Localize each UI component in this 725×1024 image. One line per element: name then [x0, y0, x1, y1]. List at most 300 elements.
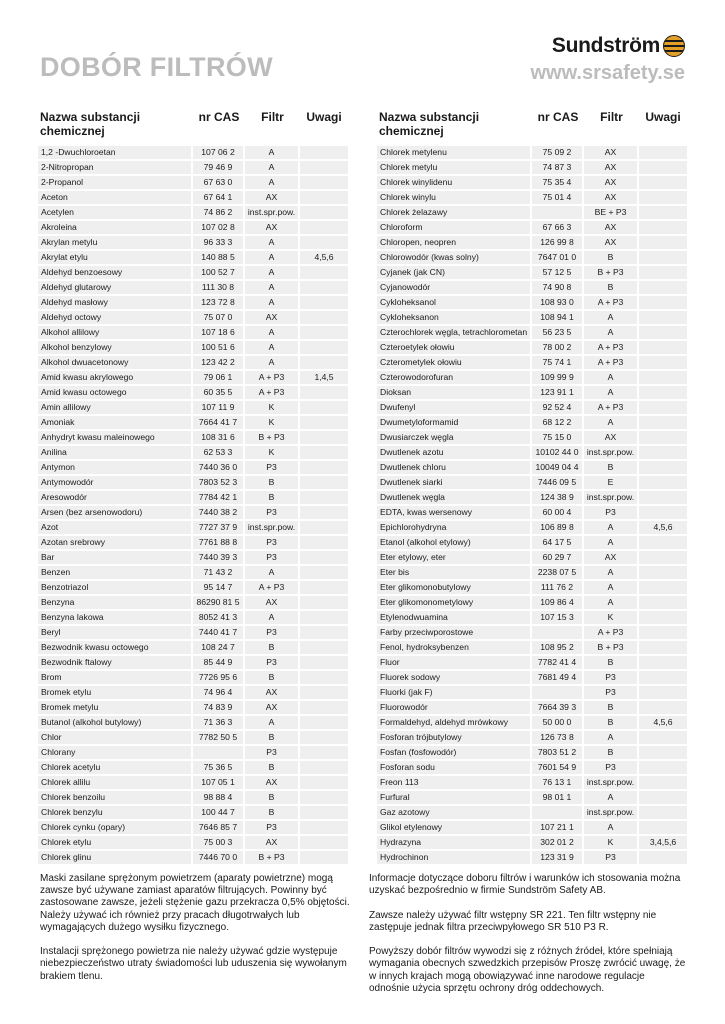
cell-substance: Glikol etylenowy: [377, 821, 532, 834]
cell-notes: [300, 491, 348, 504]
cell-substance: Freon 113: [377, 776, 532, 789]
table-row: [38, 146, 348, 159]
cell-substance: Czterowodorofuran: [377, 371, 532, 384]
note-paragraph: Powyższy dobór filtrów wywodzi się z różnych źródeł, które spełniają wymagania obecnych szwedzkich przepisów Proszę zwrócić uwagę, że w innych krajach mogą obowiązywać inne narodowe regulacje odnośnie użycia sprzętu ochrony dróg oddechowych.: [369, 946, 686, 994]
cell-notes: [300, 566, 348, 579]
table-row: [38, 626, 348, 639]
cell-filter: B + P3: [584, 641, 639, 654]
cell-cas: 107 05 1: [193, 776, 245, 789]
cell-filter: B: [245, 476, 300, 489]
cell-cas: 7726 95 6: [193, 671, 245, 684]
cell-filter: B: [245, 761, 300, 774]
cell-cas: 68 12 2: [532, 416, 584, 429]
table-row: [377, 281, 687, 294]
column-header-filter: Filtr: [600, 110, 623, 124]
cell-notes: 4,5,6: [639, 716, 687, 729]
cell-filter: AX: [584, 176, 639, 189]
cell-substance: Epichlorohydryna: [377, 521, 532, 534]
table-row: [38, 806, 348, 819]
table-row: [377, 551, 687, 564]
cell-filter: A: [584, 596, 639, 609]
cell-notes: [300, 626, 348, 639]
table-row: [377, 596, 687, 609]
cell-cas: 123 42 2: [193, 356, 245, 369]
cell-cas: 8052 41 3: [193, 611, 245, 624]
table-row: [38, 491, 348, 504]
table-row: [38, 641, 348, 654]
cell-filter: AX: [245, 221, 300, 234]
page-title: DOBÓR FILTRÓW: [40, 52, 273, 82]
cell-filter: K: [245, 416, 300, 429]
table-row: [38, 251, 348, 264]
table-row: [377, 521, 687, 534]
cell-substance: Chlor: [38, 731, 193, 744]
table-row: [38, 701, 348, 714]
cell-notes: [639, 851, 687, 864]
cell-notes: 4,5,6: [639, 521, 687, 534]
cell-substance: Bromek etylu: [38, 686, 193, 699]
cell-notes: [300, 686, 348, 699]
table-row: [38, 296, 348, 309]
cell-cas: 109 86 4: [532, 596, 584, 609]
cell-notes: [300, 701, 348, 714]
table-header-row: [38, 110, 348, 144]
cell-substance: Aldehyd masłowy: [38, 296, 193, 309]
cell-filter: A + P3: [245, 581, 300, 594]
cell-notes: [639, 731, 687, 744]
table-row: [377, 236, 687, 249]
cell-notes: [639, 341, 687, 354]
cell-substance: Etanol (alkohol etylowy): [377, 536, 532, 549]
cell-filter: B + P3: [584, 266, 639, 279]
cell-cas: 111 76 2: [532, 581, 584, 594]
table-row: [377, 581, 687, 594]
cell-cas: 302 01 2: [532, 836, 584, 849]
cell-notes: [639, 476, 687, 489]
cell-cas: 107 15 3: [532, 611, 584, 624]
cell-filter: AX: [584, 431, 639, 444]
cell-cas: 67 66 3: [532, 221, 584, 234]
cell-notes: [639, 416, 687, 429]
cell-filter: A: [584, 386, 639, 399]
cell-filter: A: [584, 731, 639, 744]
cell-notes: [639, 371, 687, 384]
cell-substance: Eter glikomonometylowy: [377, 596, 532, 609]
cell-substance: Benzyna: [38, 596, 193, 609]
cell-substance: Brom: [38, 671, 193, 684]
cell-notes: [300, 356, 348, 369]
cell-filter: B: [245, 731, 300, 744]
column-header-name: Nazwa substancji chemicznej: [379, 110, 480, 138]
table-row: [377, 491, 687, 504]
cell-filter: P3: [245, 536, 300, 549]
brand-logo: [552, 34, 685, 58]
cell-substance: Aceton: [38, 191, 193, 204]
cell-substance: Czteroetylek ołowiu: [377, 341, 532, 354]
cell-cas: 71 36 3: [193, 716, 245, 729]
cell-filter: K: [245, 446, 300, 459]
cell-notes: [300, 746, 348, 759]
cell-notes: [300, 836, 348, 849]
note-paragraph: Maski zasilane sprężonym powietrzem (aparaty powietrzne) mogą zawsze być używane zamiast aparatów filtrujących. Powinny być zastosowane zawsze, jeżeli stężenie gazu przekracza 0,5% objętości. Należy używać ich również przy pracach długotrwałych lub wymagających dużego wysiłku fizycznego.: [40, 873, 350, 933]
table-row: [38, 686, 348, 699]
cell-filter: K: [245, 401, 300, 414]
cell-substance: Cykloheksanon: [377, 311, 532, 324]
cell-cas: 7782 50 5: [193, 731, 245, 744]
cell-notes: [639, 176, 687, 189]
cell-cas: 7440 39 3: [193, 551, 245, 564]
cell-notes: [300, 791, 348, 804]
cell-filter: A: [245, 356, 300, 369]
cell-notes: [300, 506, 348, 519]
cell-notes: [300, 461, 348, 474]
cell-substance: Chlorek metylenu: [377, 146, 532, 159]
cell-filter: P3: [245, 461, 300, 474]
cell-filter: A: [584, 821, 639, 834]
cell-substance: Arsen (bez arsenowodoru): [38, 506, 193, 519]
cell-substance: Dwumetyloformamid: [377, 416, 532, 429]
table-row: [38, 761, 348, 774]
cell-substance: Fosforan sodu: [377, 761, 532, 774]
cell-substance: Dwutlenek siarki: [377, 476, 532, 489]
cell-notes: [639, 191, 687, 204]
cell-cas: 10102 44 0: [532, 446, 584, 459]
column-header-name: Nazwa substancji chemicznej: [40, 110, 141, 138]
cell-substance: Akrylat etylu: [38, 251, 193, 264]
cell-filter: B + P3: [245, 851, 300, 864]
cell-substance: Chlorek benzoilu: [38, 791, 193, 804]
cell-cas: 108 95 2: [532, 641, 584, 654]
cell-substance: Eter bis: [377, 566, 532, 579]
cell-cas: 74 86 2: [193, 206, 245, 219]
cell-substance: Cyjanowodór: [377, 281, 532, 294]
cell-notes: 3,4,5,6: [639, 836, 687, 849]
table-row: [38, 446, 348, 459]
cell-cas: 7446 09 5: [532, 476, 584, 489]
cell-notes: [300, 386, 348, 399]
cell-cas: 60 00 4: [532, 506, 584, 519]
table-row: [38, 851, 348, 864]
cell-notes: [300, 641, 348, 654]
cell-substance: Alkohol allilowy: [38, 326, 193, 339]
cell-substance: Antymon: [38, 461, 193, 474]
cell-filter: B: [584, 461, 639, 474]
cell-substance: Gaz azotowy: [377, 806, 532, 819]
table-row: [38, 521, 348, 534]
table-row: [377, 671, 687, 684]
table-row: [377, 716, 687, 729]
cell-notes: 1,4,5: [300, 371, 348, 384]
table-row: [38, 236, 348, 249]
cell-substance: Fluorowodór: [377, 701, 532, 714]
cell-filter: P3: [584, 761, 639, 774]
cell-cas: 64 17 5: [532, 536, 584, 549]
table-row: [377, 176, 687, 189]
cell-substance: Chlorek winylidenu: [377, 176, 532, 189]
table-row: [38, 566, 348, 579]
cell-cas: 7601 54 9: [532, 761, 584, 774]
cell-cas: 67 63 0: [193, 176, 245, 189]
cell-substance: Dwutlenek azotu: [377, 446, 532, 459]
cell-filter: A: [245, 341, 300, 354]
cell-notes: [639, 401, 687, 414]
cell-substance: Cykloheksanol: [377, 296, 532, 309]
table-row: [38, 791, 348, 804]
cell-notes: [300, 731, 348, 744]
cell-notes: [300, 296, 348, 309]
table-row: [38, 611, 348, 624]
cell-filter: B: [245, 791, 300, 804]
cell-notes: [300, 716, 348, 729]
cell-substance: Benzotriazol: [38, 581, 193, 594]
cell-substance: Furfural: [377, 791, 532, 804]
cell-filter: P3: [584, 506, 639, 519]
table-row: [377, 296, 687, 309]
cell-cas: 62 53 3: [193, 446, 245, 459]
cell-substance: Chlorek acetylu: [38, 761, 193, 774]
cell-filter: AX: [584, 161, 639, 174]
cell-substance: Aldehyd glutarowy: [38, 281, 193, 294]
cell-cas: [532, 206, 584, 219]
table-row: [377, 611, 687, 624]
table-row: [377, 161, 687, 174]
cell-notes: [639, 776, 687, 789]
cell-cas: 96 33 3: [193, 236, 245, 249]
column-header-notes: Uwagi: [306, 110, 342, 124]
cell-substance: Amid kwasu octowego: [38, 386, 193, 399]
cell-filter: A: [584, 581, 639, 594]
cell-filter: inst.spr.pow.: [584, 776, 639, 789]
cell-filter: P3: [245, 626, 300, 639]
cell-notes: [639, 251, 687, 264]
table-row: [377, 761, 687, 774]
brand-name: Sundström: [551, 34, 660, 57]
table-row: [377, 146, 687, 159]
cell-notes: [639, 551, 687, 564]
table-row: [377, 566, 687, 579]
cell-substance: Dwutlenek chloru: [377, 461, 532, 474]
cell-substance: Bar: [38, 551, 193, 564]
table-row: [377, 836, 687, 849]
cell-filter: A + P3: [584, 401, 639, 414]
cell-cas: 111 30 8: [193, 281, 245, 294]
cell-cas: 79 06 1: [193, 371, 245, 384]
cell-substance: Aldehyd benzoesowy: [38, 266, 193, 279]
cell-cas: 75 35 4: [532, 176, 584, 189]
cell-cas: 109 99 9: [532, 371, 584, 384]
cell-filter: AX: [245, 596, 300, 609]
cell-filter: A: [584, 521, 639, 534]
cell-notes: [639, 611, 687, 624]
cell-notes: [639, 626, 687, 639]
cell-substance: EDTA, kwas wersenowy: [377, 506, 532, 519]
cell-substance: Fosfan (fosfowodór): [377, 746, 532, 759]
cell-filter: B: [245, 806, 300, 819]
table-row: [377, 641, 687, 654]
note-paragraph: Instalacji sprężonego powietrza nie należy używać gdzie występuje niebezpieczeństwo utraty świadomości lub uduszenia się wywołanym brakiem tlenu.: [40, 946, 347, 982]
table-row: [38, 326, 348, 339]
table-row: [38, 341, 348, 354]
cell-substance: Chlorek benzylu: [38, 806, 193, 819]
cell-notes: [639, 791, 687, 804]
cell-cas: 98 88 4: [193, 791, 245, 804]
table-row: [377, 731, 687, 744]
table-row: [377, 821, 687, 834]
cell-filter: A: [584, 416, 639, 429]
cell-notes: [639, 206, 687, 219]
cell-filter: A: [245, 281, 300, 294]
cell-notes: [300, 416, 348, 429]
cell-notes: [639, 686, 687, 699]
cell-substance: Fenol, hydroksybenzen: [377, 641, 532, 654]
cell-notes: [639, 761, 687, 774]
cell-cas: 75 00 3: [193, 836, 245, 849]
cell-notes: [300, 821, 348, 834]
cell-cas: 107 02 8: [193, 221, 245, 234]
cell-filter: inst.spr.pow.: [584, 806, 639, 819]
cell-notes: [639, 581, 687, 594]
cell-cas: 2238 07 5: [532, 566, 584, 579]
table-row: [38, 371, 348, 384]
cell-cas: 71 43 2: [193, 566, 245, 579]
table-row: [38, 311, 348, 324]
cell-cas: 74 96 4: [193, 686, 245, 699]
table-row: [38, 731, 348, 744]
cell-filter: B: [584, 281, 639, 294]
cell-cas: [532, 686, 584, 699]
cell-cas: 75 01 4: [532, 191, 584, 204]
cell-notes: [639, 746, 687, 759]
brand-emblem-icon: [663, 35, 685, 57]
table-row: [377, 701, 687, 714]
cell-filter: A: [245, 326, 300, 339]
cell-cas: [532, 806, 584, 819]
cell-notes: [300, 551, 348, 564]
cell-cas: 85 44 9: [193, 656, 245, 669]
cell-filter: AX: [245, 311, 300, 324]
cell-substance: Chlorany: [38, 746, 193, 759]
table-row: [38, 431, 348, 444]
table-row: [377, 851, 687, 864]
cell-substance: Chlorek żelazawy: [377, 206, 532, 219]
cell-filter: A: [584, 371, 639, 384]
cell-filter: AX: [584, 551, 639, 564]
cell-substance: Fluor: [377, 656, 532, 669]
cell-notes: [300, 326, 348, 339]
table-row: [38, 416, 348, 429]
cell-notes: [300, 266, 348, 279]
cell-substance: Anilina: [38, 446, 193, 459]
cell-notes: [639, 671, 687, 684]
cell-substance: Benzen: [38, 566, 193, 579]
cell-notes: [639, 446, 687, 459]
cell-substance: Azot: [38, 521, 193, 534]
cell-notes: [639, 536, 687, 549]
cell-substance: Chlorek metylu: [377, 161, 532, 174]
cell-substance: Dioksan: [377, 386, 532, 399]
table-row: [38, 551, 348, 564]
table-row: [377, 401, 687, 414]
cell-cas: 74 83 9: [193, 701, 245, 714]
column-header-cas: nr CAS: [198, 110, 240, 124]
table-body-left: [38, 146, 348, 864]
cell-cas: 75 74 1: [532, 356, 584, 369]
cell-filter: A + P3: [584, 341, 639, 354]
cell-substance: Chlorowodór (kwas solny): [377, 251, 532, 264]
cell-filter: P3: [245, 821, 300, 834]
notes-right: [369, 873, 687, 1007]
cell-substance: Anhydryt kwasu maleinowego: [38, 431, 193, 444]
cell-notes: [639, 596, 687, 609]
cell-notes: [300, 596, 348, 609]
cell-substance: Formaldehyd, aldehyd mrówkowy: [377, 716, 532, 729]
cell-filter: AX: [584, 146, 639, 159]
cell-filter: B: [245, 671, 300, 684]
cell-substance: Bezwodnik ftalowy: [38, 656, 193, 669]
table-row: [38, 476, 348, 489]
cell-filter: A + P3: [584, 296, 639, 309]
cell-filter: P3: [584, 686, 639, 699]
cell-substance: Aldehyd octowy: [38, 311, 193, 324]
table-row: [377, 191, 687, 204]
table-row: [38, 836, 348, 849]
cell-cas: 74 90 8: [532, 281, 584, 294]
cell-filter: A: [245, 161, 300, 174]
table-row: [38, 656, 348, 669]
cell-substance: Czterometylek ołowiu: [377, 356, 532, 369]
table-row: [377, 326, 687, 339]
cell-cas: 74 87 3: [532, 161, 584, 174]
cell-cas: 107 06 2: [193, 146, 245, 159]
cell-cas: 7727 37 9: [193, 521, 245, 534]
cell-cas: 57 12 5: [532, 266, 584, 279]
cell-notes: [300, 401, 348, 414]
cell-cas: 79 46 9: [193, 161, 245, 174]
cell-notes: [300, 311, 348, 324]
cell-cas: 100 51 6: [193, 341, 245, 354]
table-row: [377, 431, 687, 444]
cell-cas: 10049 04 4: [532, 461, 584, 474]
table-row: [377, 686, 687, 699]
cell-cas: 7446 70 0: [193, 851, 245, 864]
cell-filter: P3: [245, 551, 300, 564]
table-row: [377, 476, 687, 489]
cell-cas: 67 64 1: [193, 191, 245, 204]
cell-notes: [639, 506, 687, 519]
table-row: [38, 581, 348, 594]
cell-notes: [639, 236, 687, 249]
cell-cas: 7803 51 2: [532, 746, 584, 759]
cell-substance: Alkohol dwuacetonowy: [38, 356, 193, 369]
cell-notes: [639, 386, 687, 399]
cell-notes: [300, 851, 348, 864]
cell-notes: [300, 206, 348, 219]
table-row: [38, 746, 348, 759]
cell-notes: [639, 656, 687, 669]
cell-notes: [639, 566, 687, 579]
table-row: [38, 776, 348, 789]
cell-filter: inst.spr.pow.: [584, 446, 639, 459]
table-row: [38, 671, 348, 684]
cell-filter: A: [584, 791, 639, 804]
table-row: [38, 281, 348, 294]
cell-cas: 124 38 9: [532, 491, 584, 504]
cell-substance: Fluorek sodowy: [377, 671, 532, 684]
cell-cas: 100 52 7: [193, 266, 245, 279]
cell-substance: Azotan srebrowy: [38, 536, 193, 549]
cell-notes: [300, 191, 348, 204]
cell-notes: [300, 236, 348, 249]
